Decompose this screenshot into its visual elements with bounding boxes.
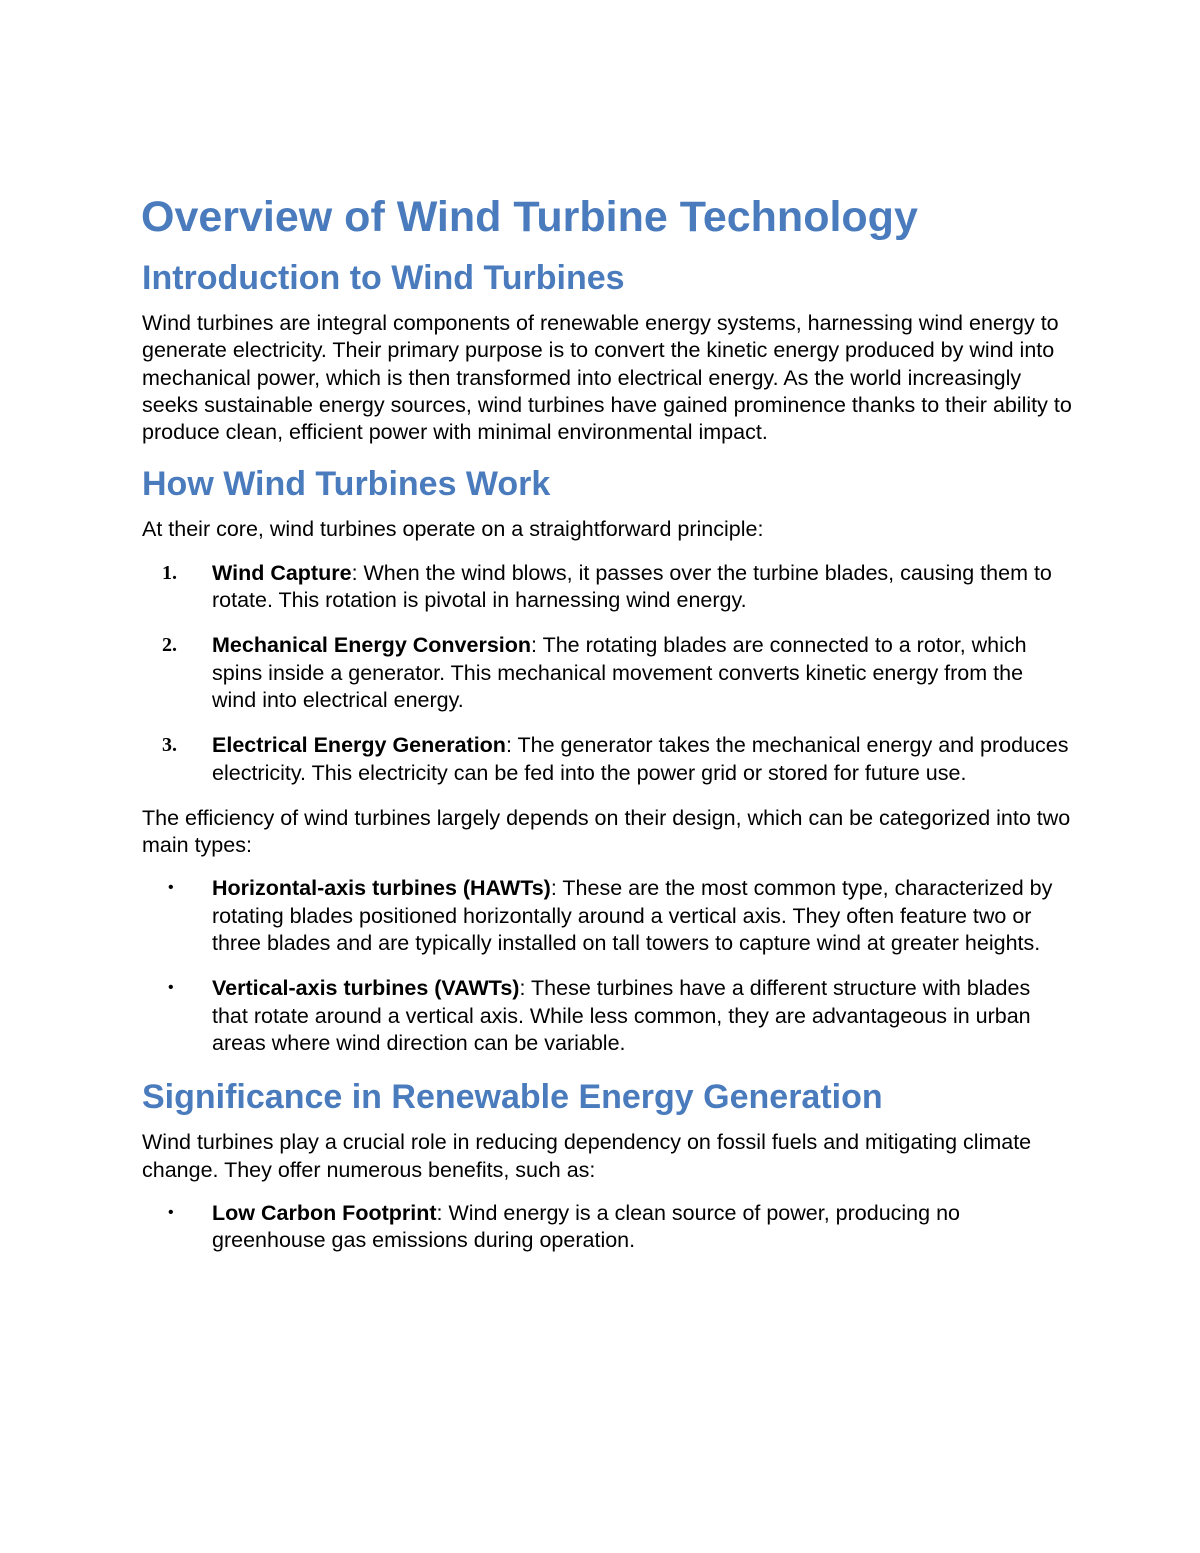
type-term: Vertical-axis turbines (VAWTs) [212,976,520,1001]
type-item-vawt [142,975,1072,1057]
intro-heading: Introduction to Wind Turbines [142,259,625,297]
list-number: 1. [162,561,177,584]
benefit-text: : Wind energy is a clean source of power, producing no greenhouse gas emissions during operation. [212,1200,960,1253]
benefits-list [142,1200,1072,1255]
bullet-icon: • [168,979,174,997]
step-term: Mechanical Energy Conversion [212,633,532,658]
step-term: Wind Capture [212,560,352,585]
step-item-mechanical-conversion [142,632,1072,714]
type-item-hawt [142,875,1072,957]
document-title: Overview of Wind Turbine Technology [141,193,918,241]
type-term: Horizontal-axis turbines (HAWTs) [212,876,551,901]
type-text: : These are the most common type, characterized by rotating blades positioned horizontally around a vertical axis. They often feature two or three blades and are typically installed on tall towers to capture wind at greater heights. [212,876,1053,956]
document-page [142,188,1072,1272]
significance-heading: Significance in Renewable Energy Generation [142,1078,883,1117]
how-heading: How Wind Turbines Work [142,465,551,504]
turbine-types-list [142,875,1072,1057]
efficiency-paragraph: The efficiency of wind turbines largely depends on their design, which can be categorized into two main types: [142,805,1071,858]
benefit-term: Low Carbon Footprint [212,1200,437,1225]
significance-paragraph: Wind turbines play a crucial role in reducing dependency on fossil fuels and mitigating climate change. They offer numerous benefits, such as: [142,1130,1032,1182]
step-text: : When the wind blows, it passes over the turbine blades, causing them to rotate. This rotation is pivotal in harnessing wind energy. [212,560,1052,613]
bullet-icon: • [168,1203,174,1221]
bullet-icon: • [168,879,174,897]
how-lead-paragraph: At their core, wind turbines operate on a straightforward principle: [142,517,764,542]
step-term: Electrical Energy Generation [212,733,506,758]
step-item-electrical-generation [142,732,1072,787]
list-number: 3. [162,734,177,757]
step-text: : The rotating blades are connected to a rotor, which spins inside a generator. This mechanical movement converts kinetic energy from the wind into electrical energy. [212,633,1027,712]
intro-paragraph: Wind turbines are integral components of renewable energy systems, harnessing wind energy to generate electricity. Their primary purpose is to convert the kinetic energy produced by wind into mechanical power, which is then transformed into electrical energy. As the world increasingly seeks sustainable energy sources, wind turbines have gained prominence thanks to their ability to produce clean, efficient power with minimal environmental impact. [142,311,1072,445]
type-text: : These turbines have a different structure with blades that rotate around a vertical axis. While less common, they are advantageous in urban areas where wind direction can be variable. [212,976,1031,1055]
list-number: 2. [162,634,177,657]
step-text: : The generator takes the mechanical energy and produces electricity. This electricity can be fed into the power grid or stored for future use. [212,733,1069,785]
step-item-wind-capture [142,560,1072,615]
steps-list [142,560,1072,787]
benefit-item-low-carbon [142,1200,1072,1255]
